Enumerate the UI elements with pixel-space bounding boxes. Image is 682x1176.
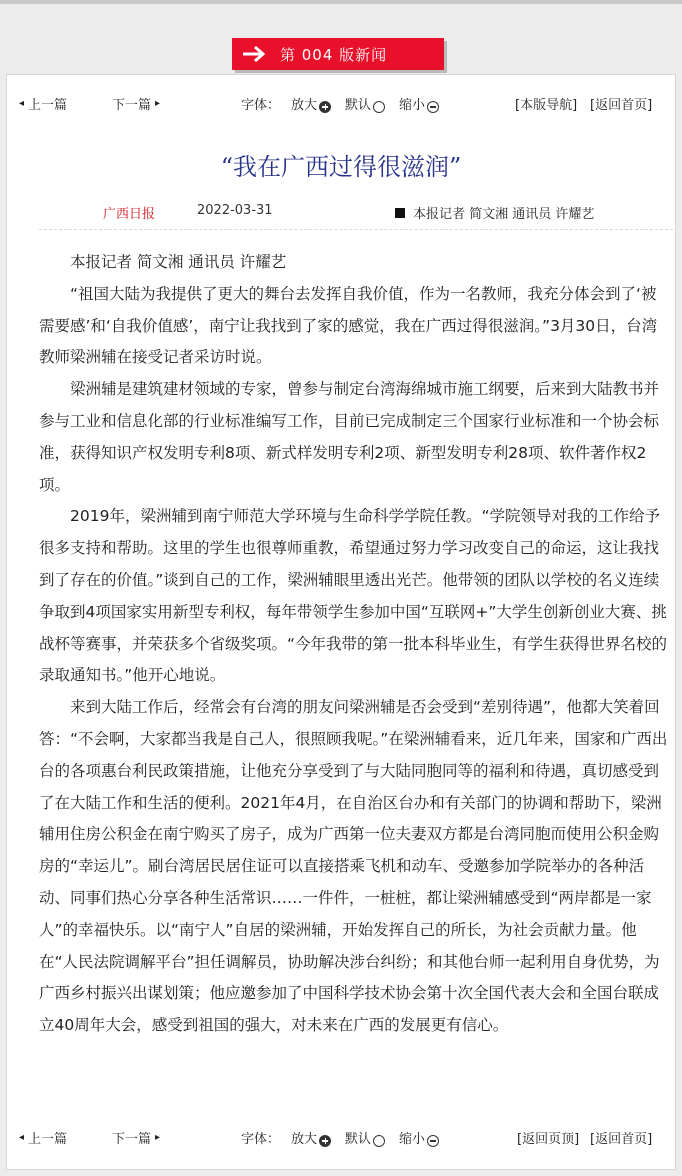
article-paragraph: 梁洲辅是建筑建材领域的专家，曾参与制定台湾海绵城市施工纲要，后来到大陆教书并参与工业和信息化部的行业标准编写工作，目前已完成制定三个国家行业标准和一个协会标准，获得知识产权发明专利8项、新式样发明专利2项、新型发明专利28项、软件著作权2项。 [39, 380, 660, 494]
article-paragraph: “祖国大陆为我提供了更大的舞台去发挥自我价值，作为一名教师，我充分体会到了‘被需要感’和‘自我价值感’，南宁让我找到了家的感觉，我在广西过得很滋润。”3月30日，台湾教师梁洲辅在接受记者采访时说。 [39, 284, 658, 367]
radio-circle-icon [373, 1135, 385, 1147]
next-article-link[interactable] [112, 94, 160, 113]
font-size-label: 字体： [241, 98, 281, 113]
font-default-button[interactable] [345, 94, 385, 113]
banner-label: 第 004 版新闻 [280, 45, 388, 64]
article-body [39, 247, 671, 1042]
font-shrink-button[interactable] [399, 1128, 439, 1147]
top-divider [0, 0, 682, 4]
article-title: “我在广西过得很滋润” [220, 153, 462, 181]
font-default-label: 默认 [345, 98, 372, 113]
next-article-link[interactable] [112, 1128, 160, 1147]
next-article-label: 下一篇 [112, 98, 152, 113]
page-section-banner [232, 38, 444, 70]
article-paragraph: 2019年，梁洲辅到南宁师范大学环境与生命科学学院任教。“学院领导对我的工作给予很多支持和帮助。这里的学生也很尊师重教，希望通过努力学习改变自己的命运，这让我找到了存在的价值。”谈到自己的工作，梁洲辅眼里透出光芒。他带领的团队以学校的名义连续争取到4项国家实用新型专利权，每年带领学生参加中国“互联网+”大学生创新创业大赛、挑战杯等赛事，并荣获多个省级奖项。“今年我带的第一批本科毕业生，有学生获得世界名校的录取通知书。”他开心地说。 [39, 507, 668, 685]
font-shrink-label: 缩小 [399, 98, 426, 113]
font-default-button[interactable] [345, 1128, 385, 1147]
article-panel [6, 74, 676, 1170]
prev-article-link[interactable] [19, 1128, 67, 1147]
arrow-right-icon [232, 38, 276, 70]
back-to-top-link[interactable]: [返回页顶] [517, 1132, 580, 1147]
prev-article-link[interactable] [19, 94, 67, 113]
caret-right-icon: ▸ [155, 1132, 161, 1143]
square-bullet-icon [395, 208, 405, 218]
return-home-link[interactable]: [返回首页] [590, 1132, 653, 1147]
font-enlarge-label: 放大 [291, 1132, 318, 1147]
zoom-in-icon [319, 1135, 331, 1147]
font-shrink-button[interactable] [399, 94, 439, 113]
prev-article-label: 上一篇 [28, 1132, 68, 1147]
font-shrink-label: 缩小 [399, 1132, 426, 1147]
caret-left-icon: ◂ [19, 98, 25, 109]
font-enlarge-button[interactable] [291, 1128, 331, 1147]
byline-text: 本报记者 简文湘 通讯员 许耀艺 [413, 207, 595, 222]
zoom-out-icon [427, 1135, 439, 1147]
top-navigation-bar [7, 92, 675, 114]
publish-date: 2022-03-31 [197, 203, 273, 218]
font-size-label: 字体： [241, 1132, 281, 1147]
article-byline [395, 203, 594, 222]
next-article-label: 下一篇 [112, 1132, 152, 1147]
caret-left-icon: ◂ [19, 1132, 25, 1143]
article-paragraph: 来到大陆工作后，经常会有台湾的朋友问梁洲辅是否会受到“差别待遇”，他都大笑着回答：“不会啊，大家都当我是自己人，很照顾我呢。”在梁洲辅看来，近几年来，国家和广西出台的各项惠台利民政策措施，让他充分享受到了与大陆同胞同等的福利和待遇，真切感受到了在大陆工作和生活的便利。2021年4月，在自治区台办和有关部门的协调和帮助下，梁洲辅用住房公积金在南宁购买了房子，成为广西第一位夫妻双方都是台湾同胞而使用公积金购房的“幸运儿”。刷台湾居民居住证可以直接搭乘飞机和动车、受邀参加学院举办的各种活动、同事们热心分享各种生活常识……一件件，一桩桩，都让梁洲辅感受到“两岸都是一家人”的幸福快乐。以“南宁人”自居的梁洲辅，开始发挥自己的所长，为社会贡献力量。他在“人民法院调解平台”担任调解员，协助解决涉台纠纷；和其他台师一起利用自身优势，为广西乡村振兴出谋划策；他应邀参加了中国科学技术协会第十次全国代表大会和全国台联成立40周年大会，感受到祖国的强大，对未来在广西的发展更有信心。 [39, 698, 668, 1035]
radio-circle-icon [373, 101, 385, 113]
zoom-in-icon [319, 101, 331, 113]
font-default-label: 默认 [345, 1132, 372, 1147]
newspaper-source: 广西日报 [103, 207, 156, 222]
font-enlarge-label: 放大 [291, 98, 318, 113]
meta-divider [39, 229, 673, 230]
return-home-link[interactable]: [返回首页] [590, 98, 653, 113]
section-navigation-link[interactable]: [本版导航] [515, 98, 578, 113]
caret-right-icon: ▸ [155, 98, 161, 109]
prev-article-label: 上一篇 [28, 98, 68, 113]
article-paragraph: 本报记者 简文湘 通讯员 许耀艺 [70, 253, 287, 271]
bottom-navigation-bar [7, 1126, 675, 1148]
font-enlarge-button[interactable] [291, 94, 331, 113]
zoom-out-icon [427, 101, 439, 113]
